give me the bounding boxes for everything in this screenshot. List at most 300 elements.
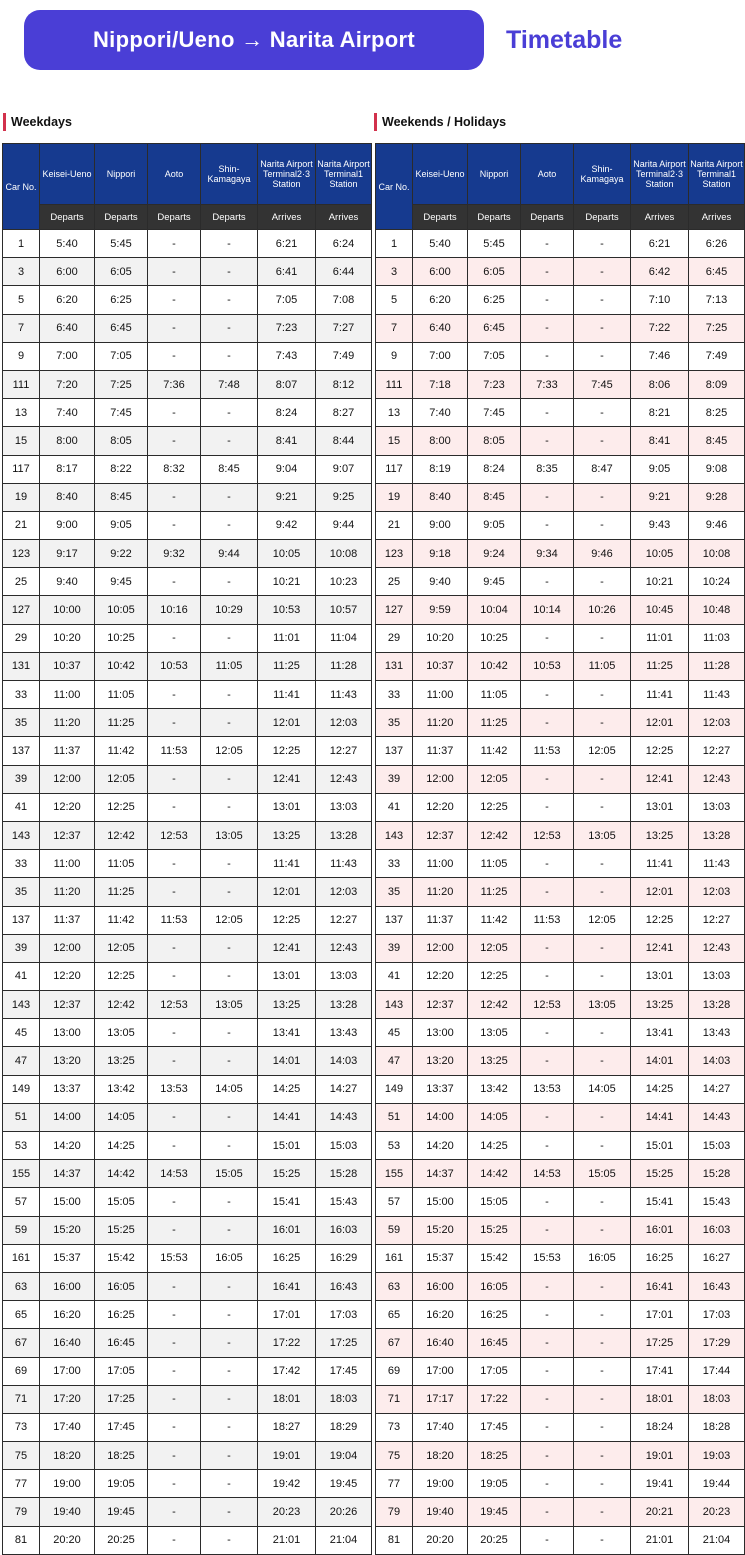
- car-no-cell: 45: [376, 1019, 413, 1047]
- shin-kamagaya-time: -: [201, 1216, 258, 1244]
- keisei-ueno-time: 9:18: [413, 540, 468, 568]
- aoto-time: 12:53: [521, 991, 574, 1019]
- table-row: [376, 1160, 745, 1188]
- shin-kamagaya-time: -: [574, 286, 631, 314]
- table-row: [376, 540, 745, 568]
- terminal1-time: 7:27: [316, 314, 372, 342]
- terminal2-3-time: 17:01: [631, 1301, 689, 1329]
- aoto-time: -: [521, 1357, 574, 1385]
- terminal1-time: 13:43: [689, 1019, 745, 1047]
- nippori-time: 12:05: [95, 934, 148, 962]
- nippori-time: 13:42: [95, 1075, 148, 1103]
- aoto-time: -: [521, 624, 574, 652]
- terminal2-3-time: 14:41: [258, 1103, 316, 1131]
- table-row: [376, 934, 745, 962]
- shin-kamagaya-time: -: [574, 878, 631, 906]
- aoto-time: 10:16: [148, 596, 201, 624]
- car-no-cell: 47: [3, 1047, 40, 1075]
- table-row: [3, 1413, 372, 1441]
- terminal2-3-time: 9:05: [631, 455, 689, 483]
- terminal1-time: 11:28: [316, 652, 372, 680]
- terminal2-3-time: 19:41: [631, 1470, 689, 1498]
- aoto-time: -: [521, 1216, 574, 1244]
- aoto-time: -: [521, 1413, 574, 1441]
- shin-kamagaya-time: 15:05: [574, 1160, 631, 1188]
- terminal2-3-time: 6:42: [631, 258, 689, 286]
- car-no-cell: 35: [3, 709, 40, 737]
- subheader-departs: Departs: [201, 205, 258, 230]
- table-row: [376, 681, 745, 709]
- car-no-cell: 15: [3, 427, 40, 455]
- aoto-time: -: [521, 962, 574, 990]
- terminal1-time: 9:28: [689, 483, 745, 511]
- nippori-time: 14:42: [95, 1160, 148, 1188]
- aoto-time: -: [148, 314, 201, 342]
- shin-kamagaya-time: -: [574, 962, 631, 990]
- car-no-cell: 65: [376, 1301, 413, 1329]
- terminal1-time: 16:27: [689, 1244, 745, 1272]
- shin-kamagaya-time: -: [574, 1385, 631, 1413]
- keisei-ueno-time: 7:18: [413, 370, 468, 398]
- aoto-time: -: [521, 1329, 574, 1357]
- nippori-time: 15:05: [468, 1188, 521, 1216]
- aoto-time: 11:53: [148, 737, 201, 765]
- terminal1-time: 13:03: [316, 793, 372, 821]
- shin-kamagaya-time: 10:26: [574, 596, 631, 624]
- table-row: [376, 906, 745, 934]
- terminal1-time: 14:27: [689, 1075, 745, 1103]
- terminal2-3-time: 11:01: [631, 624, 689, 652]
- keisei-ueno-time: 16:40: [40, 1329, 95, 1357]
- car-no-cell: 149: [376, 1075, 413, 1103]
- weekdays-label: Weekdays: [3, 113, 72, 131]
- terminal1-time: 8:44: [316, 427, 372, 455]
- table-row: [376, 1526, 745, 1554]
- shin-kamagaya-time: -: [574, 230, 631, 258]
- table-row: [376, 1301, 745, 1329]
- aoto-time: -: [148, 1132, 201, 1160]
- nippori-time: 16:05: [468, 1272, 521, 1300]
- terminal2-3-time: 13:01: [631, 793, 689, 821]
- car-no-cell: 41: [376, 793, 413, 821]
- car-no-cell: 7: [376, 314, 413, 342]
- keisei-ueno-time: 16:00: [40, 1272, 95, 1300]
- nippori-time: 11:05: [95, 850, 148, 878]
- shin-kamagaya-time: -: [574, 850, 631, 878]
- terminal2-3-time: 10:53: [258, 596, 316, 624]
- terminal2-3-time: 8:06: [631, 370, 689, 398]
- shin-kamagaya-time: 7:45: [574, 370, 631, 398]
- aoto-time: -: [148, 286, 201, 314]
- shin-kamagaya-time: -: [201, 568, 258, 596]
- shin-kamagaya-time: 7:48: [201, 370, 258, 398]
- shin-kamagaya-time: 9:44: [201, 540, 258, 568]
- terminal2-3-time: 17:01: [258, 1301, 316, 1329]
- shin-kamagaya-time: 11:05: [201, 652, 258, 680]
- terminal1-time: 13:28: [316, 821, 372, 849]
- terminal2-3-time: 8:07: [258, 370, 316, 398]
- table-row: [376, 1498, 745, 1526]
- terminal1-time: 13:28: [316, 991, 372, 1019]
- terminal1-time: 12:43: [316, 765, 372, 793]
- keisei-ueno-time: 13:37: [413, 1075, 468, 1103]
- terminal1-time: 6:26: [689, 230, 745, 258]
- col-header-nippori: Nippori: [95, 144, 148, 205]
- keisei-ueno-time: 6:00: [40, 258, 95, 286]
- terminal1-time: 12:43: [316, 934, 372, 962]
- nippori-time: 12:25: [95, 793, 148, 821]
- col-header-terminal2-3: Narita Airport Terminal2·3 Station: [258, 144, 316, 205]
- table-row: [3, 878, 372, 906]
- nippori-time: 6:05: [95, 258, 148, 286]
- nippori-time: 16:05: [95, 1272, 148, 1300]
- car-no-cell: 19: [376, 483, 413, 511]
- shin-kamagaya-time: -: [201, 511, 258, 539]
- shin-kamagaya-time: -: [201, 681, 258, 709]
- table-row: [376, 652, 745, 680]
- nippori-time: 14:05: [95, 1103, 148, 1131]
- car-no-cell: 41: [3, 962, 40, 990]
- keisei-ueno-time: 11:20: [40, 709, 95, 737]
- shin-kamagaya-time: -: [574, 1188, 631, 1216]
- car-no-cell: 77: [376, 1470, 413, 1498]
- nippori-time: 18:25: [95, 1442, 148, 1470]
- terminal2-3-time: 20:21: [631, 1498, 689, 1526]
- terminal2-3-time: 8:21: [631, 399, 689, 427]
- aoto-time: 12:53: [521, 821, 574, 849]
- shin-kamagaya-time: 14:05: [201, 1075, 258, 1103]
- keisei-ueno-time: 13:00: [413, 1019, 468, 1047]
- terminal2-3-time: 19:01: [631, 1442, 689, 1470]
- car-no-cell: 155: [376, 1160, 413, 1188]
- terminal2-3-time: 9:21: [258, 483, 316, 511]
- keisei-ueno-time: 10:20: [40, 624, 95, 652]
- terminal1-time: 15:28: [316, 1160, 372, 1188]
- table-row: [3, 962, 372, 990]
- nippori-time: 5:45: [95, 230, 148, 258]
- terminal2-3-time: 15:25: [258, 1160, 316, 1188]
- nippori-time: 7:45: [95, 399, 148, 427]
- table-row: [3, 737, 372, 765]
- aoto-time: -: [521, 765, 574, 793]
- subheader-arrives: Arrives: [258, 205, 316, 230]
- car-no-cell: 21: [376, 511, 413, 539]
- aoto-time: 7:33: [521, 370, 574, 398]
- terminal2-3-time: 9:04: [258, 455, 316, 483]
- aoto-time: -: [521, 1498, 574, 1526]
- shin-kamagaya-time: 16:05: [574, 1244, 631, 1272]
- shin-kamagaya-time: 16:05: [201, 1244, 258, 1272]
- nippori-time: 19:45: [95, 1498, 148, 1526]
- table-row: [3, 1075, 372, 1103]
- shin-kamagaya-time: 14:05: [574, 1075, 631, 1103]
- keisei-ueno-time: 17:00: [40, 1357, 95, 1385]
- table-row: [3, 427, 372, 455]
- table-row: [376, 962, 745, 990]
- table-row: [3, 370, 372, 398]
- car-no-cell: 161: [376, 1244, 413, 1272]
- nippori-time: 17:05: [468, 1357, 521, 1385]
- terminal2-3-time: 7:10: [631, 286, 689, 314]
- aoto-time: -: [521, 230, 574, 258]
- shin-kamagaya-time: -: [574, 258, 631, 286]
- nippori-time: 10:04: [468, 596, 521, 624]
- table-row: [3, 1329, 372, 1357]
- terminal1-time: 19:45: [316, 1470, 372, 1498]
- terminal1-time: 16:29: [316, 1244, 372, 1272]
- terminal2-3-time: 14:25: [631, 1075, 689, 1103]
- car-no-cell: 67: [376, 1329, 413, 1357]
- car-no-cell: 57: [376, 1188, 413, 1216]
- car-no-cell: 71: [3, 1385, 40, 1413]
- keisei-ueno-time: 8:40: [40, 483, 95, 511]
- car-no-cell: 35: [3, 878, 40, 906]
- table-row: [376, 1470, 745, 1498]
- aoto-time: -: [148, 1357, 201, 1385]
- keisei-ueno-time: 14:37: [40, 1160, 95, 1188]
- terminal2-3-time: 19:42: [258, 1470, 316, 1498]
- car-no-cell: 25: [3, 568, 40, 596]
- keisei-ueno-time: 17:40: [40, 1413, 95, 1441]
- aoto-time: 11:53: [521, 906, 574, 934]
- terminal2-3-time: 12:41: [258, 765, 316, 793]
- subheader-departs: Departs: [40, 205, 95, 230]
- aoto-time: -: [521, 1019, 574, 1047]
- table-row: [376, 370, 745, 398]
- terminal1-time: 9:07: [316, 455, 372, 483]
- nippori-time: 14:05: [468, 1103, 521, 1131]
- terminal1-time: 20:26: [316, 1498, 372, 1526]
- terminal2-3-time: 13:25: [631, 991, 689, 1019]
- weekdays-timetable: [2, 143, 372, 1555]
- car-no-cell: 51: [376, 1103, 413, 1131]
- car-no-cell: 75: [3, 1442, 40, 1470]
- nippori-time: 12:05: [468, 765, 521, 793]
- shin-kamagaya-time: -: [201, 342, 258, 370]
- subheader-departs: Departs: [468, 205, 521, 230]
- aoto-time: -: [148, 765, 201, 793]
- shin-kamagaya-time: -: [574, 934, 631, 962]
- keisei-ueno-time: 7:00: [413, 342, 468, 370]
- keisei-ueno-time: 19:00: [40, 1470, 95, 1498]
- terminal1-time: 7:08: [316, 286, 372, 314]
- table-row: [3, 765, 372, 793]
- shin-kamagaya-time: -: [574, 342, 631, 370]
- table-row: [3, 934, 372, 962]
- nippori-time: 12:05: [95, 765, 148, 793]
- terminal2-3-time: 7:43: [258, 342, 316, 370]
- table-row: [376, 878, 745, 906]
- nippori-time: 7:05: [468, 342, 521, 370]
- car-no-cell: 111: [3, 370, 40, 398]
- table-row: [376, 1329, 745, 1357]
- terminal1-time: 12:27: [316, 737, 372, 765]
- aoto-time: -: [148, 399, 201, 427]
- aoto-time: -: [148, 709, 201, 737]
- keisei-ueno-time: 16:40: [413, 1329, 468, 1357]
- nippori-time: 11:42: [468, 737, 521, 765]
- table-row: [376, 399, 745, 427]
- table-row: [376, 624, 745, 652]
- terminal1-time: 15:43: [316, 1188, 372, 1216]
- shin-kamagaya-time: -: [201, 399, 258, 427]
- keisei-ueno-time: 14:37: [413, 1160, 468, 1188]
- terminal1-time: 14:43: [316, 1103, 372, 1131]
- nippori-time: 11:42: [95, 906, 148, 934]
- aoto-time: -: [521, 1442, 574, 1470]
- nippori-time: 7:45: [468, 399, 521, 427]
- shin-kamagaya-time: -: [574, 1103, 631, 1131]
- terminal2-3-time: 16:25: [258, 1244, 316, 1272]
- shin-kamagaya-time: -: [574, 1526, 631, 1554]
- nippori-time: 15:05: [95, 1188, 148, 1216]
- terminal1-time: 19:04: [316, 1442, 372, 1470]
- terminal1-time: 16:43: [316, 1272, 372, 1300]
- shin-kamagaya-time: -: [574, 1301, 631, 1329]
- nippori-time: 11:42: [95, 737, 148, 765]
- terminal2-3-time: 13:01: [631, 962, 689, 990]
- car-no-cell: 123: [3, 540, 40, 568]
- terminal1-time: 15:28: [689, 1160, 745, 1188]
- terminal1-time: 18:28: [689, 1413, 745, 1441]
- shin-kamagaya-time: -: [201, 765, 258, 793]
- terminal2-3-time: 6:21: [258, 230, 316, 258]
- table-row: [376, 1188, 745, 1216]
- table-row: [3, 286, 372, 314]
- terminal1-time: 21:04: [689, 1526, 745, 1554]
- car-no-cell: 161: [3, 1244, 40, 1272]
- nippori-time: 16:25: [468, 1301, 521, 1329]
- terminal2-3-time: 11:41: [631, 850, 689, 878]
- shin-kamagaya-time: -: [574, 681, 631, 709]
- terminal1-time: 7:13: [689, 286, 745, 314]
- table-row: [3, 511, 372, 539]
- aoto-time: -: [148, 962, 201, 990]
- table-row: [376, 1413, 745, 1441]
- keisei-ueno-time: 13:20: [413, 1047, 468, 1075]
- keisei-ueno-time: 14:00: [413, 1103, 468, 1131]
- car-no-cell: 137: [3, 737, 40, 765]
- nippori-time: 20:25: [95, 1526, 148, 1554]
- terminal1-time: 17:45: [316, 1357, 372, 1385]
- table-row: [376, 850, 745, 878]
- shin-kamagaya-time: 12:05: [574, 737, 631, 765]
- terminal2-3-time: 15:25: [631, 1160, 689, 1188]
- car-no-cell: 5: [376, 286, 413, 314]
- table-row: [3, 230, 372, 258]
- terminal2-3-time: 7:23: [258, 314, 316, 342]
- car-no-cell: 75: [376, 1442, 413, 1470]
- car-no-cell: 67: [3, 1329, 40, 1357]
- terminal1-time: 18:03: [689, 1385, 745, 1413]
- table-row: [3, 455, 372, 483]
- aoto-time: -: [521, 1047, 574, 1075]
- nippori-time: 8:45: [468, 483, 521, 511]
- keisei-ueno-time: 7:40: [413, 399, 468, 427]
- col-header-aoto: Aoto: [148, 144, 201, 205]
- keisei-ueno-time: 15:37: [40, 1244, 95, 1272]
- keisei-ueno-time: 16:00: [413, 1272, 468, 1300]
- keisei-ueno-time: 11:37: [413, 906, 468, 934]
- terminal1-time: 11:43: [316, 681, 372, 709]
- route-banner: Nippori/Ueno → Narita Airport: [24, 10, 484, 70]
- keisei-ueno-time: 6:20: [413, 286, 468, 314]
- nippori-time: 13:42: [468, 1075, 521, 1103]
- aoto-time: 15:53: [148, 1244, 201, 1272]
- shin-kamagaya-time: 12:05: [201, 737, 258, 765]
- terminal1-time: 21:04: [316, 1526, 372, 1554]
- terminal1-time: 10:23: [316, 568, 372, 596]
- car-no-cell: 1: [3, 230, 40, 258]
- aoto-time: -: [521, 1132, 574, 1160]
- keisei-ueno-time: 12:00: [40, 934, 95, 962]
- subheader-departs: Departs: [521, 205, 574, 230]
- terminal2-3-time: 12:25: [631, 906, 689, 934]
- nippori-time: 11:25: [468, 709, 521, 737]
- terminal1-time: 11:28: [689, 652, 745, 680]
- terminal1-time: 9:46: [689, 511, 745, 539]
- weekends-label: Weekends / Holidays: [374, 113, 506, 131]
- car-no-cell: 41: [3, 793, 40, 821]
- shin-kamagaya-time: -: [201, 624, 258, 652]
- car-no-cell: 81: [3, 1526, 40, 1554]
- terminal2-3-time: 13:41: [631, 1019, 689, 1047]
- shin-kamagaya-time: 12:05: [574, 906, 631, 934]
- shin-kamagaya-time: -: [201, 1442, 258, 1470]
- table-row: [376, 1442, 745, 1470]
- col-header-shin-kamagaya: Shin-Kamagaya: [201, 144, 258, 205]
- table-row: [3, 540, 372, 568]
- table-row: [376, 821, 745, 849]
- aoto-time: -: [521, 399, 574, 427]
- terminal1-time: 15:03: [689, 1132, 745, 1160]
- terminal2-3-time: 11:41: [258, 850, 316, 878]
- car-no-cell: 127: [3, 596, 40, 624]
- keisei-ueno-time: 14:20: [413, 1132, 468, 1160]
- nippori-time: 10:25: [95, 624, 148, 652]
- table-row: [376, 286, 745, 314]
- table-row: [3, 1103, 372, 1131]
- car-no-cell: 33: [3, 681, 40, 709]
- shin-kamagaya-time: -: [574, 1019, 631, 1047]
- aoto-time: -: [521, 1526, 574, 1554]
- terminal2-3-time: 10:21: [631, 568, 689, 596]
- table-row: [376, 1385, 745, 1413]
- car-no-cell: 29: [376, 624, 413, 652]
- nippori-time: 9:05: [95, 511, 148, 539]
- car-no-cell: 13: [376, 399, 413, 427]
- car-no-cell: 65: [3, 1301, 40, 1329]
- car-no-cell: 131: [376, 652, 413, 680]
- keisei-ueno-time: 7:40: [40, 399, 95, 427]
- nippori-time: 9:24: [468, 540, 521, 568]
- terminal2-3-time: 10:05: [258, 540, 316, 568]
- terminal1-time: 13:28: [689, 991, 745, 1019]
- keisei-ueno-time: 5:40: [40, 230, 95, 258]
- aoto-time: -: [148, 624, 201, 652]
- keisei-ueno-time: 15:20: [413, 1216, 468, 1244]
- nippori-time: 11:25: [95, 878, 148, 906]
- car-no-cell: 123: [376, 540, 413, 568]
- aoto-time: 14:53: [521, 1160, 574, 1188]
- terminal2-3-time: 15:41: [631, 1188, 689, 1216]
- keisei-ueno-time: 18:20: [40, 1442, 95, 1470]
- table-row: [3, 399, 372, 427]
- terminal2-3-time: 12:01: [258, 709, 316, 737]
- nippori-time: 12:25: [468, 962, 521, 990]
- nippori-time: 17:25: [95, 1385, 148, 1413]
- aoto-time: -: [521, 793, 574, 821]
